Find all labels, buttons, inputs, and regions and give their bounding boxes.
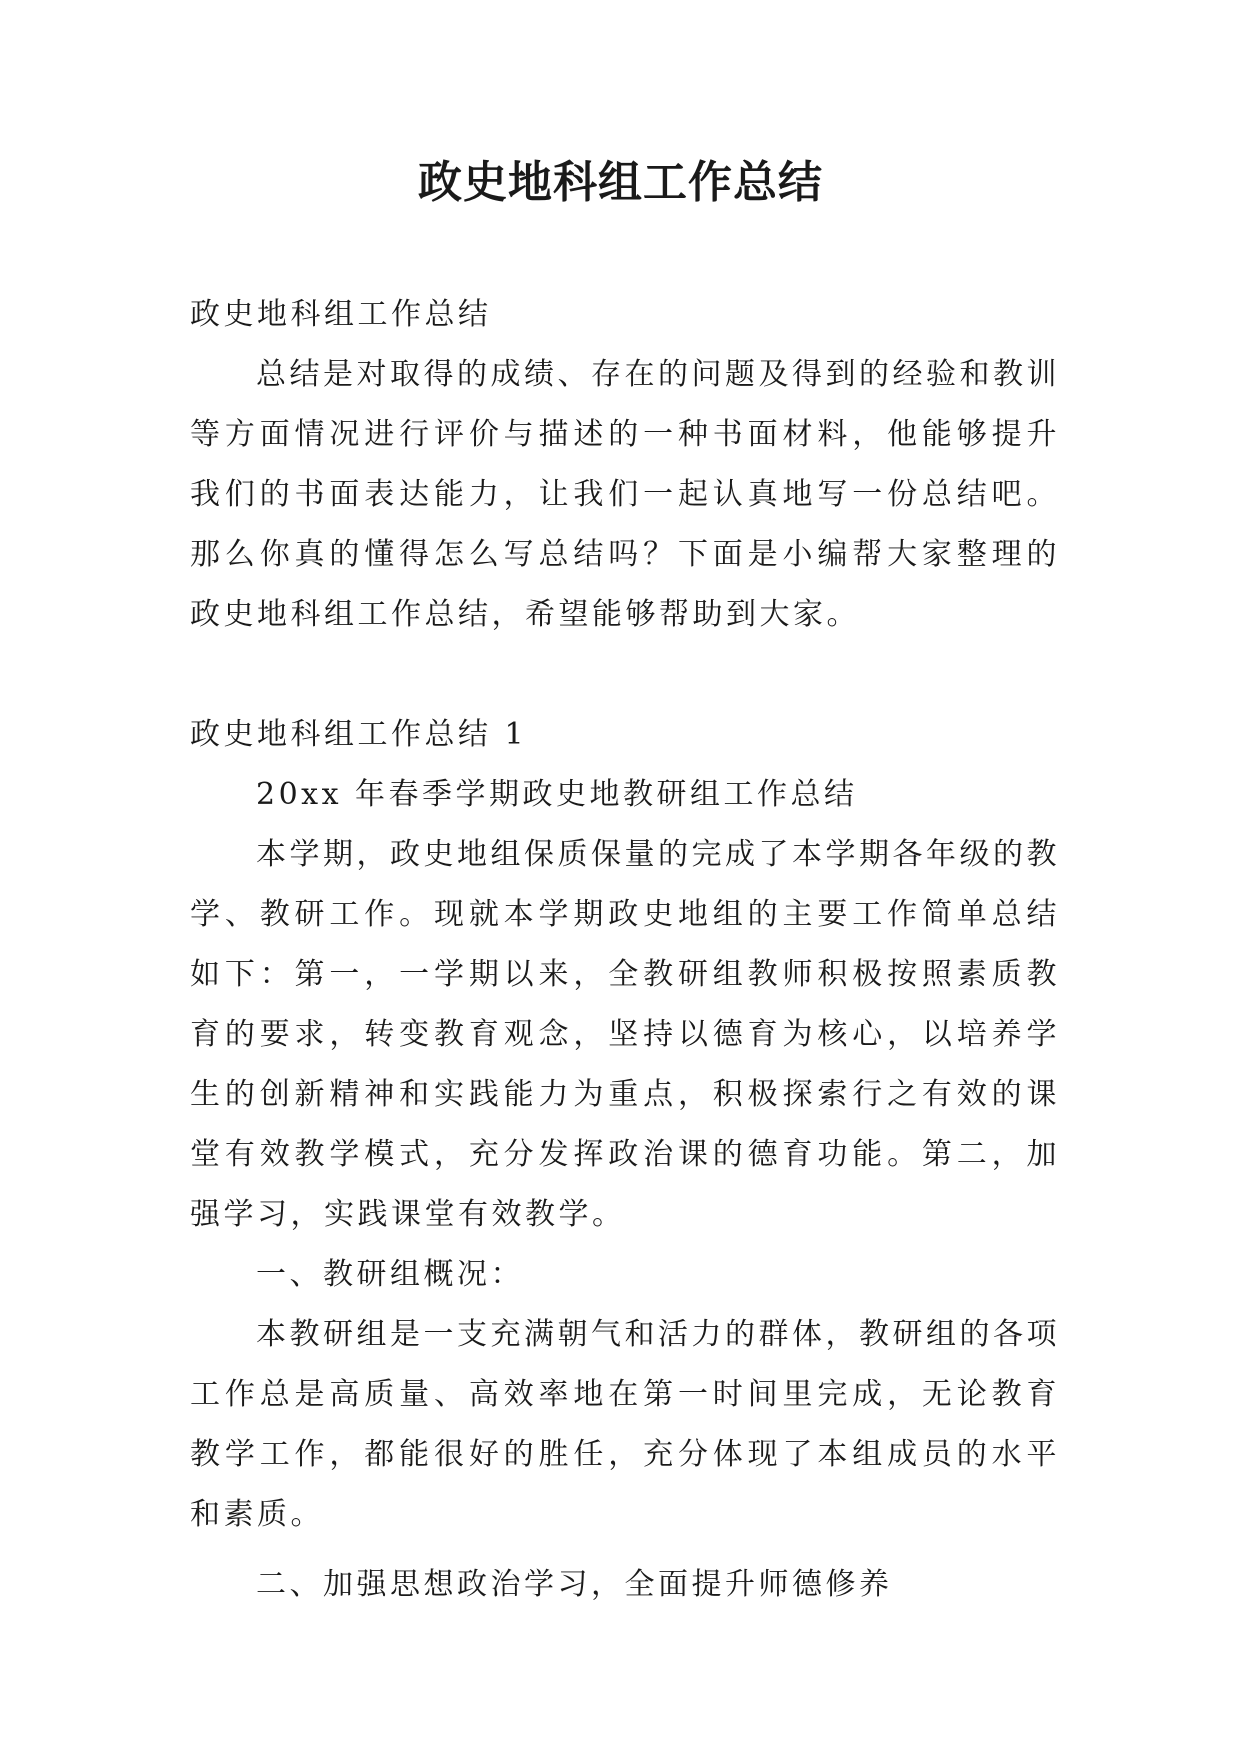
body-paragraph: 本教研组是一支充满朝气和活力的群体，教研组的各项工作总是高质量、高效率地在第一时间里完成，无论教育教学工作，都能很好的胜任，充分体现了本组成员的水平和素质。 xyxy=(190,1317,1060,1532)
section-heading: 政史地科组工作总结 1 xyxy=(190,717,528,752)
document-title: 政史地科组工作总结 xyxy=(418,157,823,208)
intro-paragraph: 总结是对取得的成绩、存在的问题及得到的经验和教训等方面情况进行评价与描述的一种书面材料，他能够提升我们的书面表达能力，让我们一起认真地写一份总结吧。那么你真的懂得怎么写总结吗？下面是小编帮大家整理的政史地科组工作总结，希望能够帮助到大家。 xyxy=(190,357,1060,632)
document-body xyxy=(190,285,1060,1615)
subtitle-paragraph: 20xx 年春季学期政史地教研组工作总结 xyxy=(256,777,858,812)
body-paragraph: 本学期，政史地组保质保量的完成了本学期各年级的教学、教研工作。现就本学期政史地组的主要工作简单总结如下：第一，一学期以来，全教研组教师积极按照素质教育的要求，转变教育观念，坚持以德育为核心，以培养学生的创新精神和实践能力为重点，积极探索行之有效的课堂有效教学模式，充分发挥政治课的德育功能。第二，加强学习，实践课堂有效教学。 xyxy=(190,837,1060,1232)
section-heading: 政史地科组工作总结 xyxy=(190,297,492,332)
subsection-heading: 一、教研组概况： xyxy=(256,1257,524,1292)
subsection-heading: 二、加强思想政治学习，全面提升师德修养 xyxy=(256,1567,893,1602)
